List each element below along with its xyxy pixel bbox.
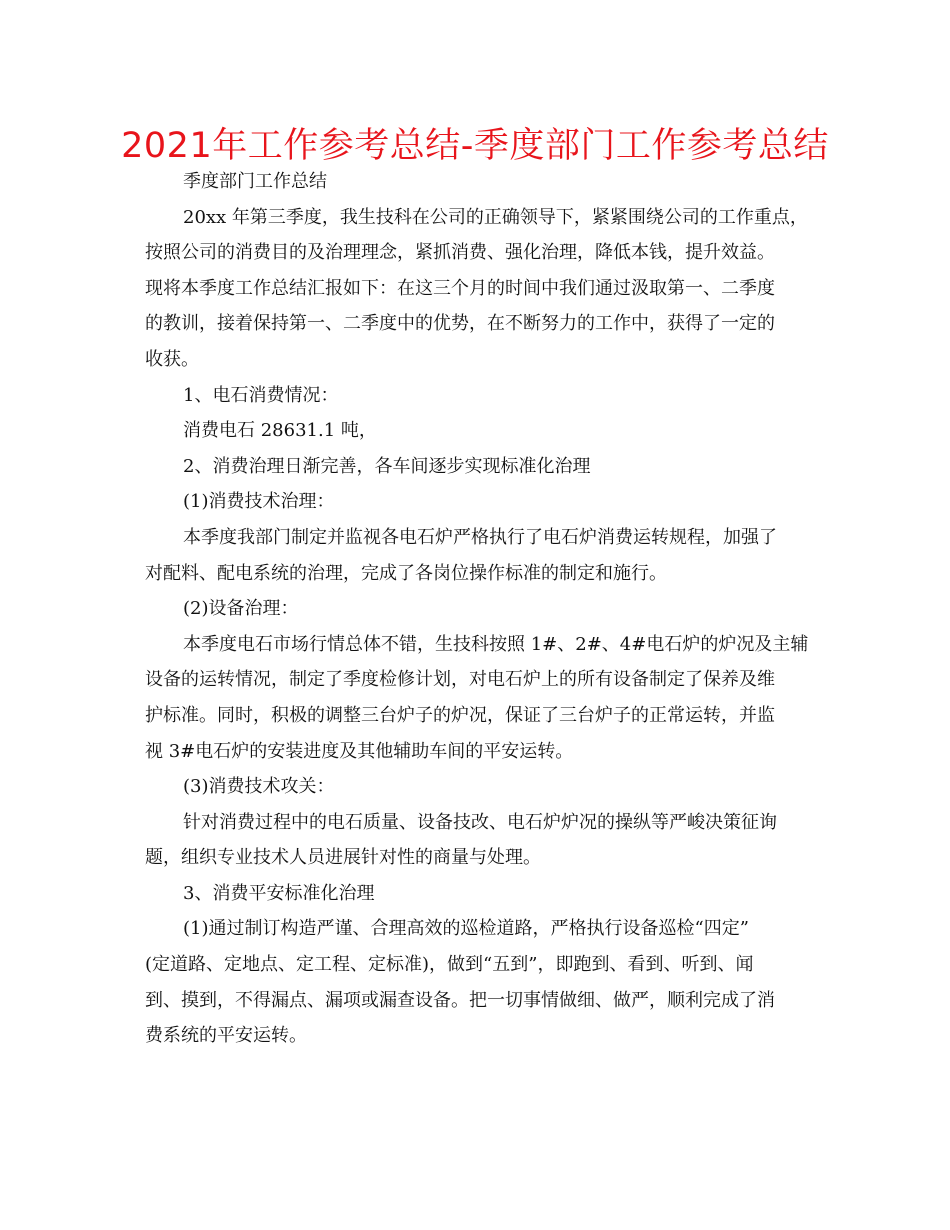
document-title: 2021年工作参考总结-季度部门工作参考总结: [121, 126, 829, 166]
text-line: (3)消费技术攻关：: [183, 776, 335, 798]
text-line: 视 3#电石炉的安装进度及其他辅助车间的平安运转。: [145, 740, 574, 762]
text-line: 题，组织专业技术人员进展针对性的商量与处理。: [145, 847, 541, 869]
text-line: 到、摸到，不得漏点、漏项或漏查设备。把一切事情做细、做严，顺利完成了消: [145, 989, 775, 1011]
text-line: 本季度电石市场行情总体不错，生技科按照 1#、2#、4#电石炉的炉况及主辅: [183, 633, 809, 655]
text-line: 费系统的平安运转。: [145, 1025, 307, 1047]
text-line: 护标准。同时，积极的调整三台炉子的炉况，保证了三台炉子的正常运转，并监: [145, 704, 775, 726]
text-line: 2、消费治理日渐完善，各车间逐步实现标准化治理: [183, 455, 591, 477]
text-line: 季度部门工作总结: [183, 171, 327, 192]
text-line: (1)消费技术治理：: [183, 491, 335, 513]
text-line: 1、电石消费情况：: [183, 384, 339, 406]
text-line: 对配料、配电系统的治理，完成了各岗位操作标准的制定和施行。: [145, 562, 667, 584]
text-line: 消费电石 28631.1 吨，: [183, 420, 377, 442]
text-line: (2)设备治理：: [183, 598, 299, 620]
text-line: 3、消费平安标准化治理: [183, 882, 375, 904]
document-body: [145, 170, 810, 1060]
text-line: (1)通过制订构造严谨、合理高效的巡检道路，严格执行设备巡检“四定”: [183, 918, 749, 940]
text-line: 20xx 年第三季度，我生技科在公司的正确领导下，紧紧围绕公司的工作重点，: [183, 206, 808, 228]
text-line: 针对消费过程中的电石质量、设备技改、电石炉炉况的操纵等严峻决策征询: [183, 811, 777, 833]
text-line: 设备的运转情况，制定了季度检修计划，对电石炉上的所有设备制定了保养及维: [145, 669, 775, 691]
text-line: 的教训，接着保持第一、二季度中的优势，在不断努力的工作中，获得了一定的: [145, 313, 775, 335]
text-line: 本季度我部门制定并监视各电石炉严格执行了电石炉消费运转规程，加强了: [183, 526, 777, 548]
text-line: (定道路、定地点、定工程、定标准)，做到“五到”，即跑到、看到、听到、闻: [145, 954, 754, 976]
text-line: 按照公司的消费目的及治理理念，紧抓消费、强化治理，降低本钱，提升效益。: [145, 242, 775, 264]
text-line: 现将本季度工作总结汇报如下：在这三个月的时间中我们通过汲取第一、二季度: [145, 277, 775, 299]
text-line: 收获。: [145, 348, 199, 370]
